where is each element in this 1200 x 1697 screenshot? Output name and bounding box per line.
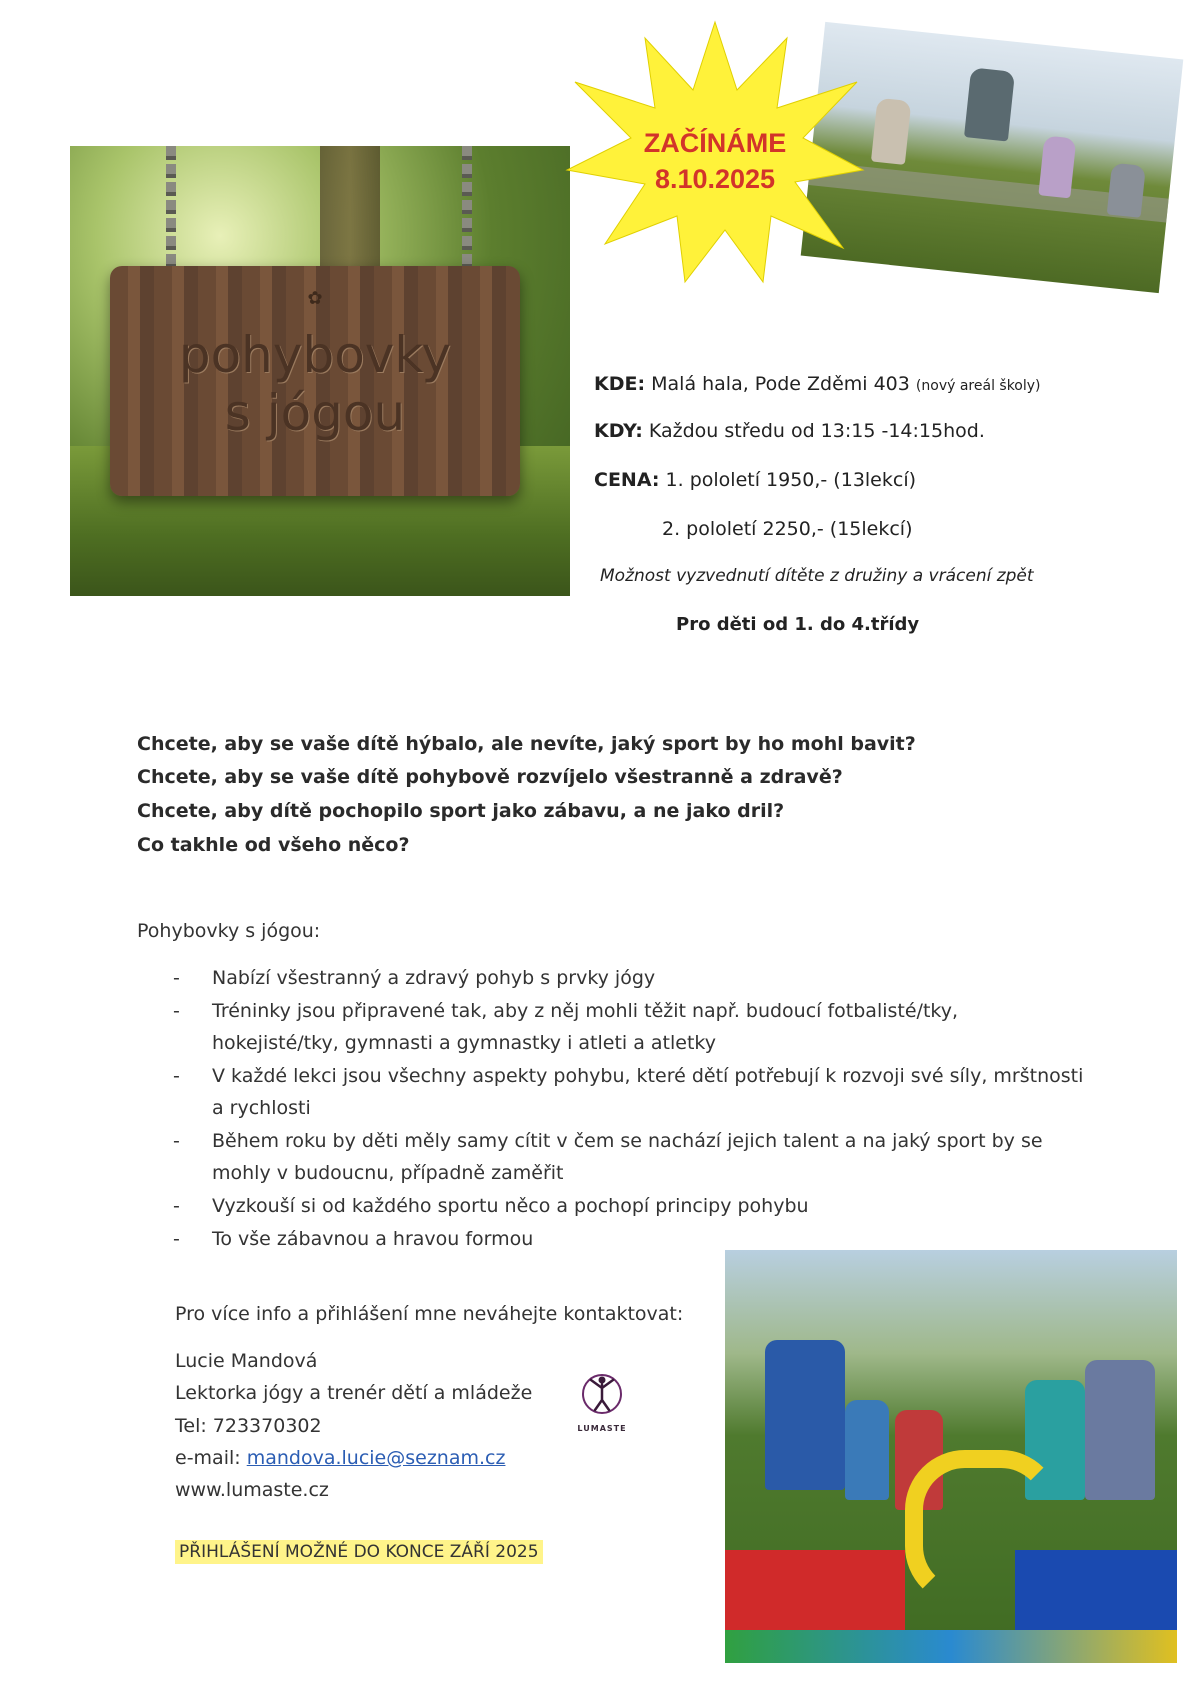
benefit-item: - V každé lekci jsou všechny aspekty pohybu, které dětí potřebují k rozvoji své síly, mrštnosti a rychlosti: [170, 1060, 1090, 1124]
website[interactable]: www.lumaste.cz: [175, 1479, 329, 1501]
kid-figure: [845, 1400, 889, 1500]
kid-figure: [1107, 163, 1146, 218]
kid-figure: [765, 1340, 845, 1490]
lumaste-logo: [568, 1370, 636, 1442]
benefit-item: - Během roku by děti měly samy cítit v čem se nachází jejich talent a na jaký sport by se mohly v budoucnu, případně zaměřit: [170, 1125, 1090, 1189]
blue-mat: [1015, 1550, 1177, 1640]
contact-name: Lucie Mandová: [175, 1350, 318, 1372]
where-value: Malá hala, Pode Zděmi 403: [651, 373, 910, 395]
sign-title: [110, 326, 520, 442]
start-label: ZAČÍNÁME: [643, 128, 787, 158]
start-date-text: [565, 125, 865, 197]
info-price-first: [594, 469, 916, 491]
price-label: CENA:: [594, 469, 660, 491]
lotus-icon: ✿: [307, 288, 323, 309]
sign-title-line2: s jógou: [224, 384, 406, 442]
benefit-item: - Tréninky jsou připravené tak, aby z něj mohli těžit např. budoucí fotbalisté/tky, hokejisté/tky, gymnasti a gymnastky i atleti a atletky: [170, 995, 1090, 1059]
benefits-title: Pohybovky s jógou:: [137, 920, 321, 942]
question-1: Chcete, aby se vaše dítě hýbalo, ale nevíte, jaký sport by ho mohl bavit?: [137, 733, 916, 755]
start-date: 8.10.2025: [654, 164, 776, 194]
price-first-term: 1. pololetí 1950,- (13lekcí): [665, 469, 917, 491]
age-range: Pro děti od 1. do 4.třídy: [676, 614, 920, 635]
floor-mat: [725, 1630, 1177, 1663]
info-where: [594, 373, 1041, 395]
info-when: [594, 420, 985, 442]
contact-email-line: [175, 1447, 505, 1469]
contact-role: Lektorka jógy a trenér dětí a mládeže: [175, 1382, 533, 1404]
kid-figure: [1038, 135, 1076, 198]
price-second-term: 2. pololetí 2250,- (15lekcí): [662, 518, 913, 540]
contact-lead: Pro více info a přihlášení mne neváhejte kontaktovat:: [175, 1303, 684, 1325]
logo-text: LUMASTE: [577, 1424, 627, 1433]
question-4: Co takhle od všeho něco?: [137, 834, 410, 856]
benefits-list: [170, 962, 1090, 1256]
kid-figure: [1085, 1360, 1155, 1500]
kids-obstacle-photo: [725, 1250, 1177, 1663]
chain-left: [166, 146, 176, 286]
pickup-note: Možnost vyzvednutí dítěte z družiny a vrácení zpět: [600, 566, 1034, 586]
where-label: KDE:: [594, 373, 646, 395]
question-2: Chcete, aby se vaše dítě pohybově rozvíjelo všestranně a zdravě?: [137, 766, 843, 788]
email-label: e-mail:: [175, 1447, 247, 1469]
email-link[interactable]: mandova.lucie@seznam.cz: [246, 1447, 506, 1469]
red-mat: [725, 1550, 905, 1630]
when-value: Každou středu od 13:15 -14:15hod.: [648, 420, 985, 442]
benefit-item: - Vyzkouší si od každého sportu něco a pochopí principy pohybu: [170, 1190, 1090, 1222]
sign-photo: [70, 146, 570, 596]
when-label: KDY:: [594, 420, 643, 442]
kid-figure: [964, 67, 1015, 141]
registration-deadline: PŘIHLÁŠENÍ MOŽNÉ DO KONCE ZÁŘÍ 2025: [175, 1540, 543, 1564]
yoga-figure-icon: [579, 1370, 625, 1416]
where-note: (nový areál školy): [915, 378, 1041, 394]
chain-right: [462, 146, 472, 286]
benefit-item: - To vše zábavnou a hravou formou: [170, 1223, 1090, 1255]
sign-title-line1: pohybovky: [178, 326, 452, 384]
benefit-item: - Nabízí všestranný a zdravý pohyb s prvky jógy: [170, 962, 1090, 994]
start-date-starburst: [565, 20, 865, 285]
contact-phone: Tel: 723370302: [175, 1415, 322, 1437]
wooden-sign: [110, 266, 520, 496]
kid-figure: [871, 98, 912, 165]
question-3: Chcete, aby dítě pochopilo sport jako zábavu, a ne jako dril?: [137, 800, 785, 822]
